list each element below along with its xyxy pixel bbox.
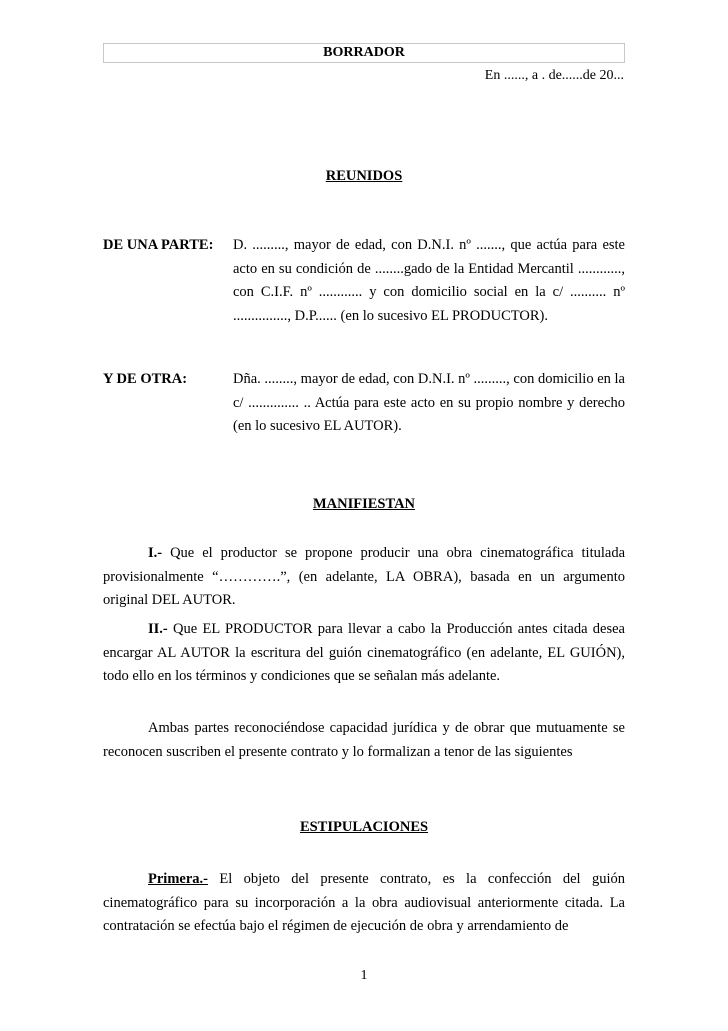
estipulaciones-heading: ESTIPULACIONES xyxy=(299,819,429,835)
manifest-item-2 xyxy=(103,618,625,689)
draft-title: BORRADOR xyxy=(323,45,405,60)
manifest-item-1-text: Que el productor se propone producir una obra cinematográfica titulada provisionalmente “………….”, (en adelante, LA OBRA), basada en un argumento original DEL AUTOR. xyxy=(103,545,625,609)
page-number: 1 xyxy=(360,968,368,983)
manifest-item-2-number: II.- xyxy=(148,621,168,637)
draft-header xyxy=(103,43,625,63)
first-party-label: DE UNA PARTE: xyxy=(103,237,214,253)
manifest-item-1 xyxy=(103,542,625,613)
first-stipulation-text: El objeto del presente contrato, es la confección del guión cinematográfico para su incorporación a la obra audiovisual anteriormente citada. La contratación se efectúa bajo el régimen de ejecución de obra y arrendamiento de xyxy=(103,871,625,935)
manifiestan-heading: MANIFIESTAN xyxy=(312,496,416,512)
second-party-label: Y DE OTRA: xyxy=(103,371,188,387)
manifest-item-1-number: I.- xyxy=(148,545,163,561)
first-party-text: D. ........., mayor de edad, con D.N.I. nº ......., que actúa para este acto en su condición de ........gado de la Entidad Mercantil ............, con C.I.F. nº ............ y con domicilio social en la c/ .......... nº ..............., D.P...... (en lo sucesivo EL PRODUCTOR). xyxy=(233,237,625,324)
second-party-text: Dña. ........, mayor de edad, con D.N.I. nº ........., con domicilio en la c/ .............. .. Actúa para este acto en su propio nombre y derecho (en lo sucesivo EL AUTOR). xyxy=(233,371,625,434)
manifest-item-2-text: Que EL PRODUCTOR para llevar a cabo la Producción antes citada desea encargar AL AUTOR la escritura del guión cinematográfico (en adelante, EL GUIÓN), todo ello en los términos y condiciones que se señalan más adelante. xyxy=(103,621,625,685)
place-date-line: En ......, a . de......de 20... xyxy=(484,68,624,83)
reunidos-heading: REUNIDOS xyxy=(325,168,403,184)
closing-paragraph: Ambas partes reconociéndose capacidad jurídica y de obrar que mutuamente se reconocen suscriben el presente contrato y lo formalizan a tenor de las siguientes xyxy=(103,720,625,760)
first-stipulation xyxy=(103,868,625,939)
first-stipulation-label: Primera.- xyxy=(148,871,208,887)
